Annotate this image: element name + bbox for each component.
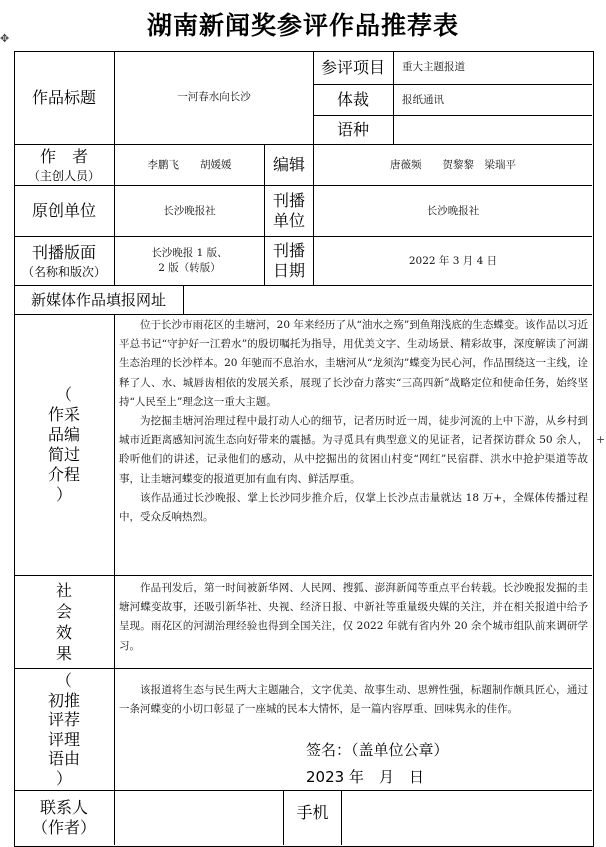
add-column-icon[interactable]: + [596, 433, 606, 446]
recommend-paragraph: 该报道将生态与民生两大主题融合，文字优美、故事生动、思辨性强，标题制作颇具匠心，通过一条河蝶变的小切口彰显了一座城的民本大情怀，是一篇内容厚重、回味隽永的佳作。 [119, 684, 588, 716]
effect-label [14, 576, 114, 668]
process-label-char: （ [55, 385, 72, 404]
genre-label: 体裁 [336, 90, 369, 109]
form-title: 湖南新闻奖参评作品推荐表 [146, 11, 459, 40]
language-label: 语种 [336, 120, 369, 139]
contact-value[interactable] [115, 791, 283, 845]
effect-label-char: 果 [55, 644, 72, 663]
author-label [14, 145, 114, 185]
recommend-label-char: 评理 [47, 729, 80, 749]
signature-line: 签名：（盖单位公章） [306, 741, 449, 759]
process-label-char: ） [55, 485, 72, 504]
publish-date-label [265, 237, 313, 285]
work-title-label: 作品标题 [31, 87, 96, 107]
recommend-label-char: 语由 [47, 749, 80, 768]
original-unit-value[interactable]: 长沙晚报社 [163, 204, 216, 217]
process-label-char: 作采 [47, 405, 80, 424]
work-title-value[interactable]: 一河春水向长沙 [177, 91, 251, 103]
editor-value[interactable]: 唐薇频 贺黎黎 梁瑞平 [390, 158, 516, 171]
publish-layout-label [14, 237, 114, 285]
move-handle-icon[interactable]: ✥ [0, 32, 10, 45]
publish-layout-value-line2: 2 版（转版） [158, 262, 221, 274]
recommend-label [14, 669, 114, 790]
publish-layout-value[interactable] [115, 237, 264, 285]
publish-date-value[interactable]: 2022 年 3 月 4 日 [408, 254, 498, 267]
process-label [14, 315, 114, 575]
contact-label-line2: （作者） [31, 818, 96, 837]
new-media-url-label: 新媒体作品填报网址 [30, 291, 166, 309]
language-value[interactable] [394, 116, 592, 144]
signature-date: 2023 年 月 日 [306, 768, 424, 786]
effect-paragraph: 作品刊发后，第一时间被新华网、人民网、搜狐、澎湃新闻等重点平台转载。长沙晚报发掘的圭塘河蝶变故事，还吸引新华社、央视、经济日报、中新社等重量级央媒的关注，并在相关报道中给予呈现。雨花区的河湖治理经验也得到全国关注，仅 2022 年就有省内外 20 余个城市组队前来调研学习。 [119, 582, 588, 652]
publish-date-label-line1: 刊播 [272, 241, 305, 260]
publish-unit-label [265, 186, 313, 236]
original-unit-label: 原创单位 [31, 201, 96, 220]
process-label-char: 介程 [47, 465, 80, 484]
publish-unit-value[interactable]: 长沙晚报社 [426, 204, 480, 217]
author-label-line2: （主创人员） [27, 168, 100, 183]
contact-label [14, 791, 114, 845]
col-divider [114, 314, 115, 845]
publish-date-label-line2: 日期 [272, 261, 305, 280]
author-label-line1: 作 者 [39, 146, 88, 166]
effect-text[interactable] [119, 579, 588, 667]
category-value[interactable]: 重大主题报道 [402, 61, 465, 73]
recommend-label-char: （ [55, 671, 72, 690]
author-value[interactable]: 李鹏飞 胡媛媛 [147, 158, 232, 171]
publish-layout-label-line2: （名称和版次） [21, 264, 106, 279]
genre-value[interactable]: 报纸通讯 [402, 93, 444, 106]
phone-value[interactable] [342, 791, 592, 845]
recommend-label-char: ） [55, 768, 72, 788]
process-label-char: 简过 [47, 445, 80, 464]
new-media-url-value[interactable] [184, 286, 592, 314]
effect-label-char: 社 [55, 581, 72, 600]
phone-label: 手机 [296, 803, 329, 822]
process-paragraph: 为挖掘圭塘河治理过程中最打动人心的细节，记者历时近一周，徒步河流的上中下游，从乡村到城市近距离感知河流生态向好带来的震撼。为寻觅具有典型意义的见证者，记者探访群众 50 余人，聆听他们的讲述，记录他们的感动，从中挖掘出的贫困山村变“网红”民宿群、洪水中抢护渠道等故事，让圭塘河蝶变的报道更加有血有肉、鲜活厚重。 [119, 415, 588, 485]
publish-unit-label-line2: 单位 [272, 211, 305, 230]
category-label: 参评项目 [320, 57, 385, 77]
effect-label-char: 会 [55, 602, 72, 621]
recommend-label-char: 评荐 [47, 710, 80, 729]
recommend-text[interactable] [119, 681, 588, 741]
contact-label-line1: 联系人 [39, 798, 88, 817]
process-label-char: 品编 [47, 425, 80, 444]
publish-layout-label-line1: 刊播版面 [31, 242, 96, 262]
editor-label: 编辑 [272, 155, 305, 174]
publish-layout-value-line1: 长沙晚报 1 版、 [151, 247, 228, 259]
process-paragraph: 位于长沙市雨花区的圭塘河，20 年来经历了从“油水之殇”到鱼翔浅底的生态蝶变。该作品以习近平总书记“守护好一江碧水”的殷切嘱托为指导，用优美文字、生动场景、精彩故事，深度解读了河湖生态治理的长沙样本。20 年驰而不息治水，圭塘河从“龙须沟”蝶变为民心河，作品围绕这一主线，诠释了人、水、城唇齿相依的发展关系，展现了长沙奋力落实“三高四新”战略定位和使命任务，始终坚持“人民至上”理念这一重大主题。 [119, 319, 588, 408]
publish-unit-label-line1: 刊播 [272, 191, 305, 210]
effect-label-char: 效 [55, 623, 72, 642]
process-text[interactable] [119, 316, 588, 574]
recommend-label-char: 初推 [47, 690, 80, 710]
process-paragraph: 该作品通过长沙晚报、掌上长沙同步推介后，仅掌上长沙点击量就达 18 万+，全媒体传播过程中，受众反响热烈。 [119, 491, 588, 524]
